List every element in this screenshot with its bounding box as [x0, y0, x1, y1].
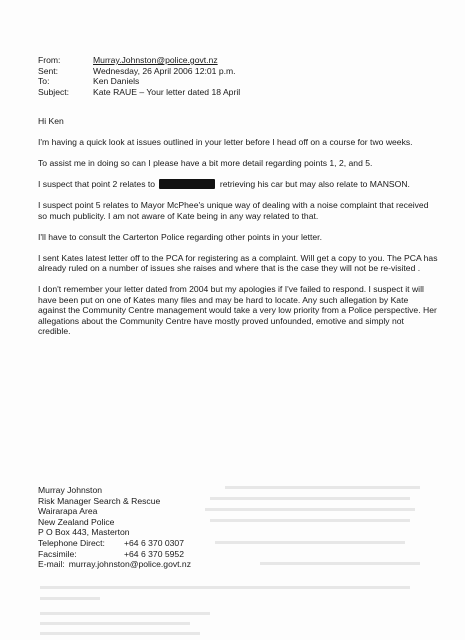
- bleed-line: [215, 541, 405, 544]
- bleed-line: [40, 632, 200, 635]
- redaction-mark: [159, 179, 215, 189]
- signature-name: Murray Johnston: [38, 485, 103, 495]
- bleed-line: [260, 562, 420, 565]
- from-label: From:: [38, 55, 61, 65]
- paragraph-3: [38, 179, 438, 190]
- fax-label: Facsimile:: [38, 548, 77, 559]
- bleed-line: [205, 508, 415, 511]
- to-row: [38, 76, 240, 87]
- from-row: [38, 55, 240, 66]
- greeting: Hi Ken: [38, 116, 64, 126]
- paragraph-1: I'm having a quick look at issues outlined in your letter before I head off on a course for two weeks.: [38, 136, 413, 147]
- bleed-line: [40, 622, 190, 625]
- paragraph-2: To assist me in doing so can I please have a bit more detail regarding points 1, 2, and 5.: [38, 157, 373, 168]
- paragraph-3-start: I suspect that point 2 relates to: [38, 178, 156, 189]
- subject-row: [38, 87, 240, 98]
- telephone-row: [38, 538, 191, 549]
- paragraph-6: I sent Kates latest letter off to the PCA for registering as a complaint. Will get a copy to you. The PCA has already ruled on a number of issues she raises and where that is the case they will not be re-visited .: [38, 252, 438, 274]
- paragraph-7: I don't remember your letter dated from 2004 but my apologies if I've failed to respond. I suspect it will have been put on one of Kates many files and may be hard to locate. Any such allegation by Kate against the Community Centre management would take a very low priority from a Police perspective. Her allegations about the Community Centre have mostly proved unfounded, emotive and simply not credible.: [38, 284, 437, 337]
- from-email: Murray.Johnston@police.govt.nz: [93, 55, 218, 65]
- paragraph-3-end: retrieving his car but may also relate to MANSON.: [219, 178, 410, 189]
- paragraph-5: I'll have to consult the Carterton Police regarding other points in your letter.: [38, 231, 322, 242]
- subject-value: Kate RAUE – Your letter dated 18 April: [93, 86, 241, 97]
- email-value: murray.johnston@police.govt.nz: [68, 559, 192, 570]
- subject-label: Subject:: [38, 86, 70, 97]
- bleed-line: [40, 612, 210, 615]
- bleed-line: [40, 597, 100, 600]
- sent-row: [38, 66, 240, 77]
- bleed-line: [225, 486, 420, 489]
- paragraph-4: I suspect point 5 relates to Mayor McPhee's unique way of dealing with a noise complaint that received so much publicity. I am not aware of Kate being in any way related to that.: [38, 199, 429, 221]
- signature-area: Wairarapa Area: [38, 506, 98, 517]
- bleed-line: [40, 586, 410, 589]
- telephone-value: +64 6 370 0307: [124, 537, 184, 548]
- signature-title: Risk Manager Search & Rescue: [38, 495, 161, 506]
- signature-address: P O Box 443, Masterton: [38, 527, 130, 538]
- sent-label: Sent:: [38, 65, 59, 76]
- email-label: E-mail:: [38, 559, 65, 570]
- email-body: [38, 116, 438, 347]
- bleed-line: [210, 497, 410, 500]
- email-header: [38, 55, 240, 97]
- bleed-line: [210, 519, 410, 522]
- telephone-label: Telephone Direct:: [38, 537, 105, 548]
- sent-value: Wednesday, 26 April 2006 12:01 p.m.: [93, 65, 236, 76]
- fax-value: +64 6 370 5952: [124, 548, 184, 559]
- fax-row: [38, 549, 191, 560]
- signature-org: New Zealand Police: [38, 516, 115, 527]
- to-label: To:: [38, 76, 50, 87]
- signature-block: [38, 485, 191, 570]
- email-row: [38, 559, 191, 570]
- to-value: Ken Daniels: [93, 76, 140, 87]
